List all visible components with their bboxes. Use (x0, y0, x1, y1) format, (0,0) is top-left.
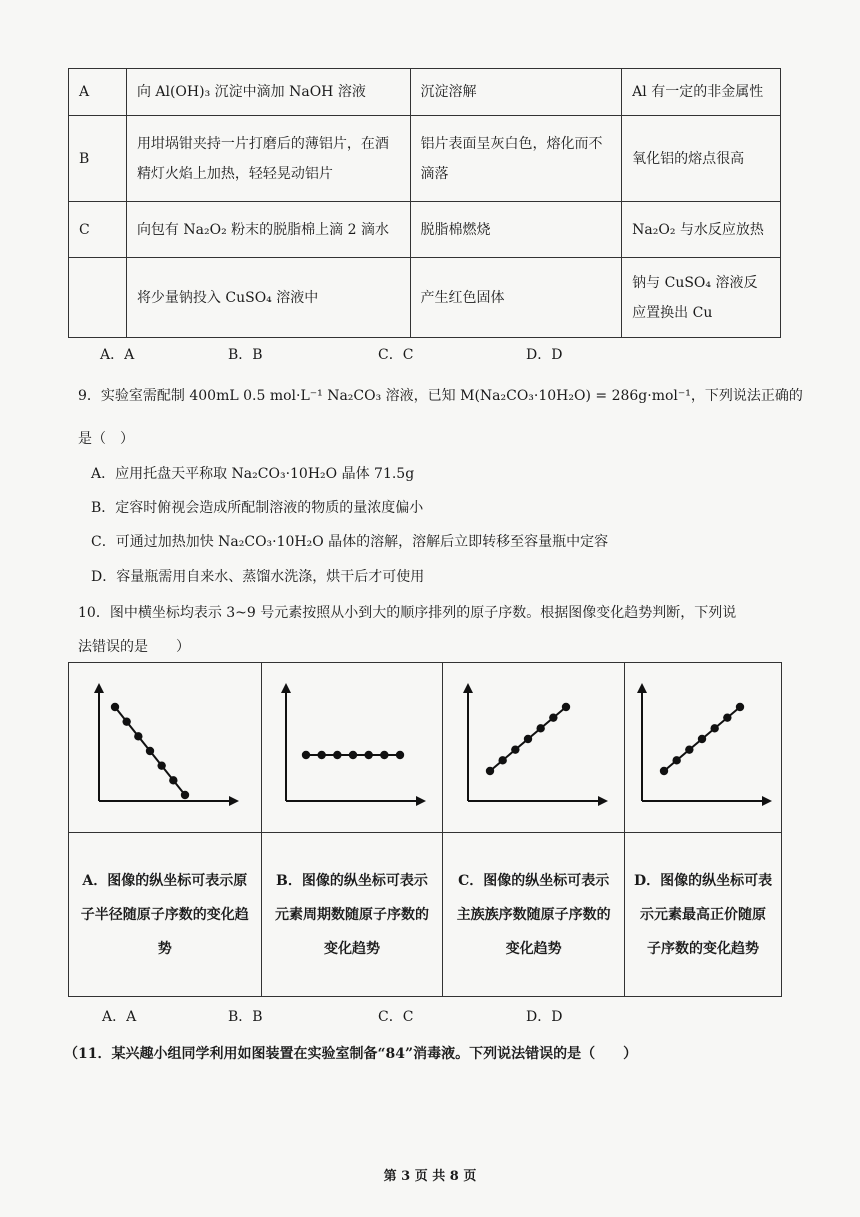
data-point (181, 790, 189, 798)
data-point (146, 746, 154, 754)
x-axis-arrow (416, 796, 426, 806)
phenomenon-cell: 脱脂棉燃烧 (410, 202, 622, 258)
row-label: A (69, 69, 127, 116)
option-c[interactable]: C．C (378, 347, 414, 363)
option-d[interactable]: D．D (526, 1009, 563, 1025)
data-point (364, 750, 372, 758)
q8-options (100, 344, 562, 364)
q9-option-b[interactable]: B．定容时俯视会造成所配制溶液的物质的量浓度偏小 (91, 500, 424, 516)
table-row (69, 202, 781, 258)
data-point (660, 766, 668, 774)
caption-c: C．图像的纵坐标可表示主族族序数随原子序数的变化趋势 (443, 833, 625, 997)
option-c[interactable]: C．C (378, 1009, 414, 1025)
phenomenon-cell: 沉淀溶解 (410, 69, 622, 116)
graph-c (454, 673, 614, 823)
option-d[interactable]: D．D (526, 347, 563, 363)
data-point (349, 750, 357, 758)
y-axis-arrow (94, 683, 104, 693)
caption-b: B．图像的纵坐标可表示元素周期数随原子序数的变化趋势 (261, 833, 443, 997)
table-row (69, 116, 781, 202)
row-label: C (69, 202, 127, 258)
data-point (317, 750, 325, 758)
data-point (396, 750, 404, 758)
caption-d: D．图像的纵坐标可表示元素最高正价随原子序数的变化趋势 (625, 833, 782, 997)
row-label (69, 258, 127, 338)
caption-a: A．图像的纵坐标可表示原子半径随原子序数的变化趋势 (69, 833, 262, 997)
data-point (698, 734, 706, 742)
q9-option-d[interactable]: D．容量瓶需用自来水、蒸馏水洗涤，烘干后才可使用 (91, 569, 425, 585)
data-point (561, 702, 569, 710)
conclusion-cell: 氧化铝的熔点很高 (622, 116, 781, 202)
option-b[interactable]: B．B (228, 347, 263, 363)
trend-graph-table (68, 662, 782, 997)
conclusion-cell: Na₂O₂ 与水反应放热 (622, 202, 781, 258)
phenomenon-cell: 铝片表面呈灰白色，熔化而不滴落 (410, 116, 622, 202)
data-point (333, 750, 341, 758)
x-axis-arrow (229, 796, 239, 806)
q9-stem-line2: 是（ ） (78, 431, 134, 447)
data-point (380, 750, 388, 758)
x-axis-arrow (762, 796, 772, 806)
phenomenon-cell: 产生红色固体 (410, 258, 622, 338)
data-point (672, 756, 680, 764)
data-point (111, 702, 119, 710)
data-point (485, 766, 493, 774)
data-point (523, 734, 531, 742)
operation-cell: 用坩埚钳夹持一片打磨后的薄铝片，在酒精灯火焰上加热，轻轻晃动铝片 (126, 116, 410, 202)
data-point (169, 776, 177, 784)
y-axis-arrow (637, 683, 647, 693)
caption-row (69, 833, 782, 997)
table-row (69, 258, 781, 338)
conclusion-cell: Al 有一定的非金属性 (622, 69, 781, 116)
data-point (511, 745, 519, 753)
x-axis-arrow (598, 796, 608, 806)
q9-option-c[interactable]: C．可通过加热加快 Na₂CO₃·10H₂O 晶体的溶解，溶解后立即转移至容量瓶中定容 (91, 534, 609, 550)
data-point (685, 745, 693, 753)
data-point (122, 717, 130, 725)
conclusion-cell: 钠与 CuSO₄ 溶液反应置换出 Cu (622, 258, 781, 338)
data-point (710, 724, 718, 732)
operation-cell: 向 Al(OH)₃ 沉淀中滴加 NaOH 溶液 (126, 69, 410, 116)
q9-stem-line1: 9．实验室需配制 400mL 0.5 mol·L⁻¹ Na₂CO₃ 溶液，已知 M(Na₂CO₃·10H₂O) = 286g·mol⁻¹，下列说法正确的 (78, 388, 803, 404)
data-point (134, 732, 142, 740)
operation-cell: 向包有 Na₂O₂ 粉末的脱脂棉上滴 2 滴水 (126, 202, 410, 258)
data-point (736, 702, 744, 710)
table-row (69, 69, 781, 116)
data-point (723, 713, 731, 721)
graph-a (85, 673, 245, 823)
y-axis-arrow (463, 683, 473, 693)
q11-stem: （11．某兴趣小组同学利用如图装置在实验室制备“84”消毒液。下列说法错误的是（ ） (64, 1046, 638, 1062)
option-a[interactable]: A．A (102, 1009, 137, 1025)
option-a[interactable]: A．A (100, 347, 135, 363)
q10-options (102, 1006, 562, 1026)
q10-stem-line1: 10．图中横坐标均表示 3~9 号元素按照从小到大的顺序排列的原子序数。根据图像变化趋势判断，下列说 (78, 605, 737, 621)
row-label: B (69, 116, 127, 202)
data-point (157, 761, 165, 769)
graph-b (272, 673, 432, 823)
q9-option-a[interactable]: A．应用托盘天平称取 Na₂CO₃·10H₂O 晶体 71.5g (91, 466, 415, 482)
y-axis-arrow (281, 683, 291, 693)
q10-stem-line2: 法错误的是 ） (78, 639, 190, 655)
data-point (498, 756, 506, 764)
graph-d (628, 673, 778, 823)
data-point (302, 750, 310, 758)
graph-row (69, 663, 782, 833)
experiment-table (68, 68, 781, 338)
data-point (549, 713, 557, 721)
page-footer: 第 3 页 共 8 页 (383, 1169, 477, 1184)
option-b[interactable]: B．B (228, 1009, 263, 1025)
data-point (536, 724, 544, 732)
operation-cell: 将少量钠投入 CuSO₄ 溶液中 (126, 258, 410, 338)
